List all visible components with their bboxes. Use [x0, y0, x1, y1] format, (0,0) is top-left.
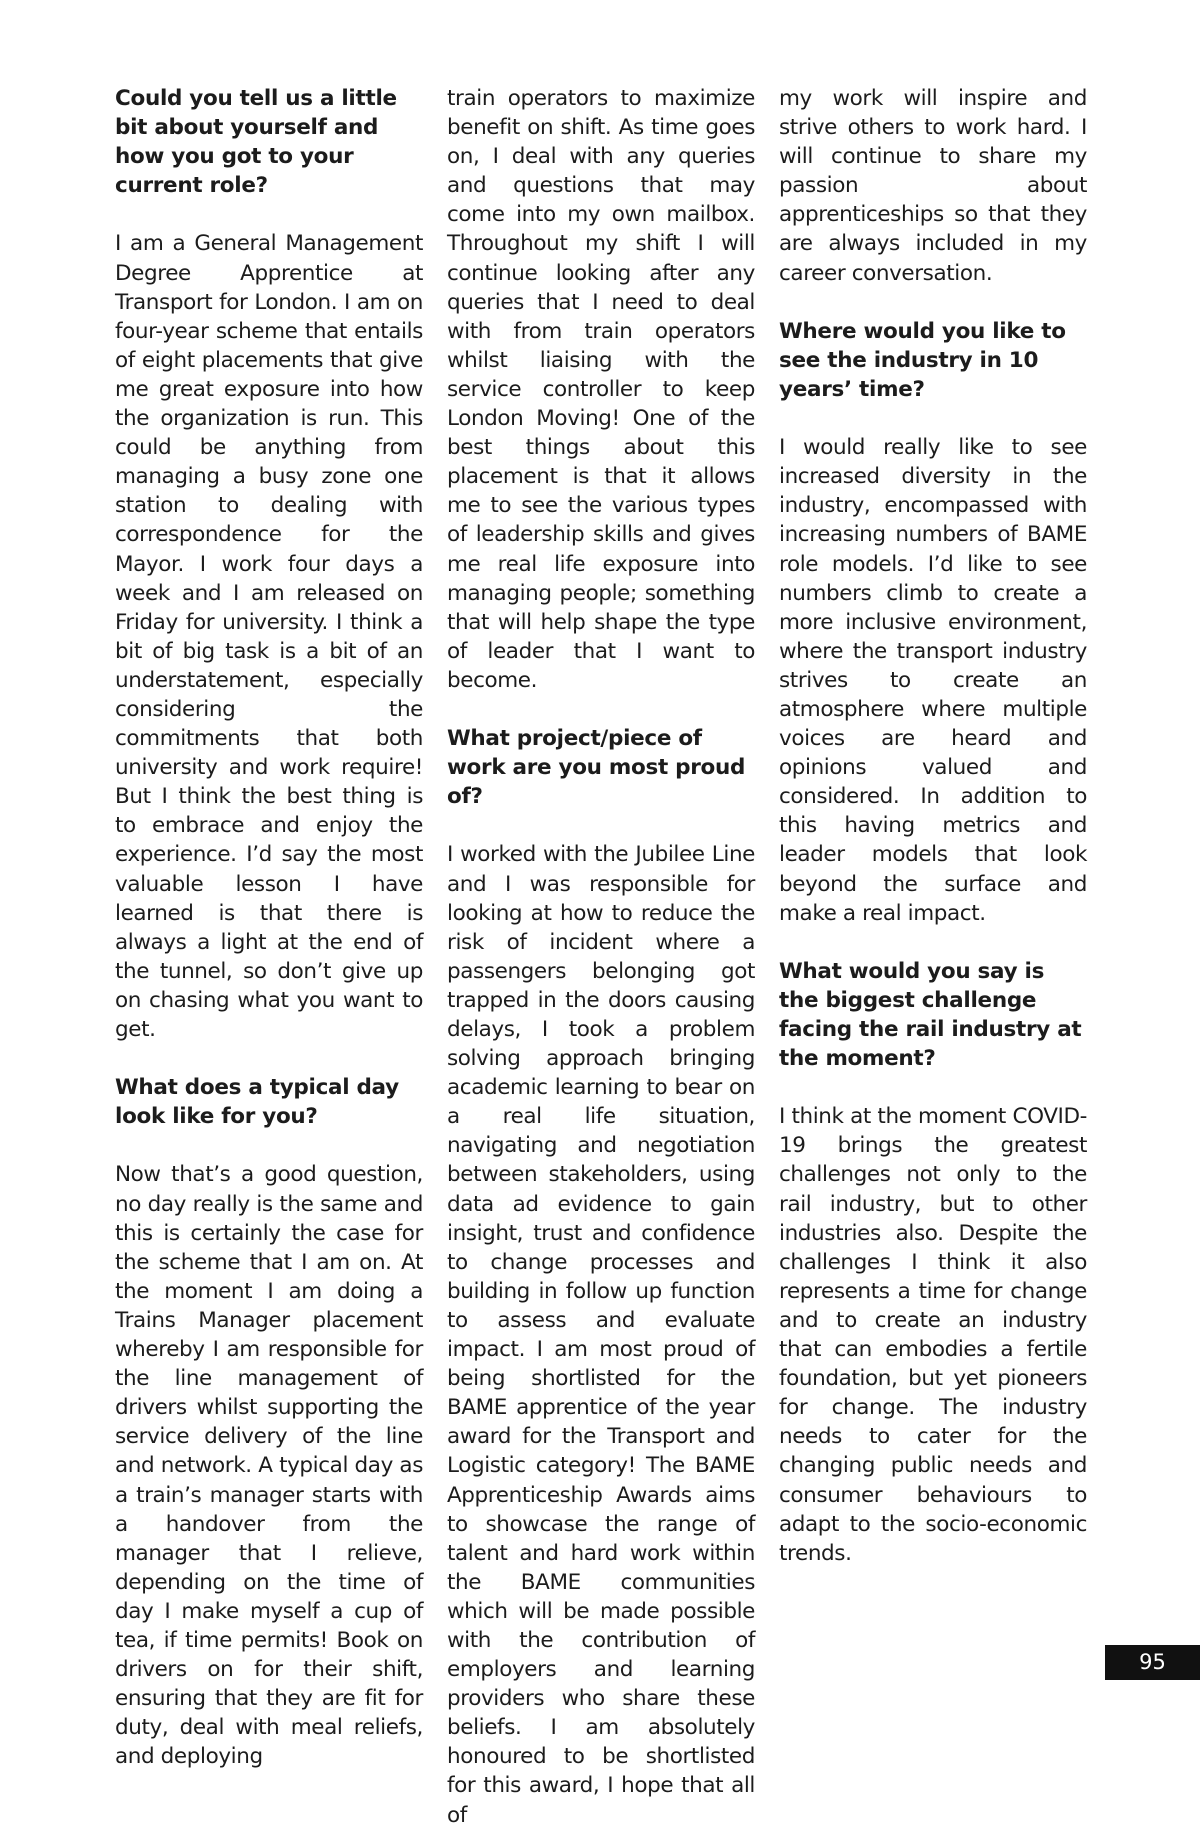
- question-heading-biggest-challenge: What would you say is the biggest challenge facing the rail industry at the moment?: [779, 958, 1082, 1072]
- answer-paragraph-typical-day-part2: train operators to maximize benefit on shift. As time goes on, I deal with any queries and questions that may come into my own mailbox. Throughout my shift I will continue looking after any queries that I need to deal with from train operators whilst liaising with the service controller to keep London Moving! One of the best things about this placement is that it allows me to see the various types of leadership skills and gives me real life exposure into managing people; something that will help shape the type of leader that I want to become.: [447, 86, 755, 693]
- answer-paragraph-current-role: I am a General Management Degree Apprentice at Transport for London. I am on four-year scheme that entails of eight placements that give me great exposure into how the organization is run. This could be anything from managing a busy zone one station to dealing with correspondence for the Mayor. I work four days a week and I am released on Friday for university. I think a bit of big task is a bit of an understatement, especially considering the commitments that both university and work require! But I think the best thing is to embrace and enjoy the experience. I’d say the most valuable lesson I have learned is that there is always a light at the end of the tunnel, so don’t give up on chasing what you want to get.: [115, 231, 423, 1042]
- question-heading-industry-future: Where would you like to see the industry in 10 years’ time?: [779, 318, 1066, 402]
- answer-paragraph-proud-project-part2: my work will inspire and strive others to work hard. I will continue to share my passion about apprenticeships so that they are always included in my career conversation.: [779, 86, 1087, 286]
- answer-paragraph-industry-future: I would really like to see increased diversity in the industry, encompassed with increasing numbers of BAME role models. I’d like to see numbers climb to create a more inclusive environment, where the transport industry strives to create an atmosphere where multiple voices are heard and opinions valued and considered. In addition to this having metrics and leader models that look beyond the surface and make a real impact.: [779, 435, 1087, 926]
- question-heading-proud-project: What project/piece of work are you most proud of?: [447, 726, 746, 810]
- question-heading-current-role: Could you tell us a little bit about yourself and how you got to your current role?: [115, 86, 397, 199]
- answer-paragraph-proud-project-part1: I worked with the Jubilee Line and I was responsible for looking at how to reduce the risk of incident where a passengers belonging got trapped in the doors causing delays, I took a problem solving approach bringing academic learning to bear on a real life situation, navigating and negotiation between stakeholders, using data ad evidence to gain insight, trust and confidence to change processes and building in follow up function to assess and evaluate impact. I am most proud of being shortlisted for the BAME apprentice of the year award for the Transport and Logistic category! The BAME Apprenticeship Awards aims to showcase the range of talent and hard work within the BAME communities which will be made possible with the contribution of employers and learning providers who share these beliefs. I am absolutely honoured to be shortlisted for this award, I hope that all of: [447, 842, 755, 1828]
- article-column-middle: [447, 84, 755, 1830]
- article-column-right: [779, 84, 1087, 1597]
- answer-paragraph-typical-day-part1: Now that’s a good question, no day really is the same and this is certainly the case for the scheme that I am on. At the moment I am doing a Trains Manager placement whereby I am responsible for the line management of drivers whilst supporting the service delivery of the line and network. A typical day as a train’s manager starts with a handover from the manager that I relieve, depending on the time of day I make myself a cup of tea, if time permits! Book on drivers on for their shift, ensuring that they are fit for duty, deal with meal reliefs, and deploying: [115, 1162, 423, 1770]
- answer-paragraph-biggest-challenge: I think at the moment COVID-19 brings the greatest challenges not only to the rail industry, but to other industries also. Despite the challenges I think it also represents a time for change and to create an industry that can embodies a fertile foundation, but yet pioneers for change. The industry needs to cater for the changing public needs and consumer behaviours to adapt to the socio-economic trends.: [779, 1104, 1087, 1566]
- article-column-left: [115, 84, 423, 1771]
- page-number: 95: [1105, 1645, 1200, 1680]
- question-heading-typical-day: What does a typical day look like for you?: [115, 1075, 399, 1130]
